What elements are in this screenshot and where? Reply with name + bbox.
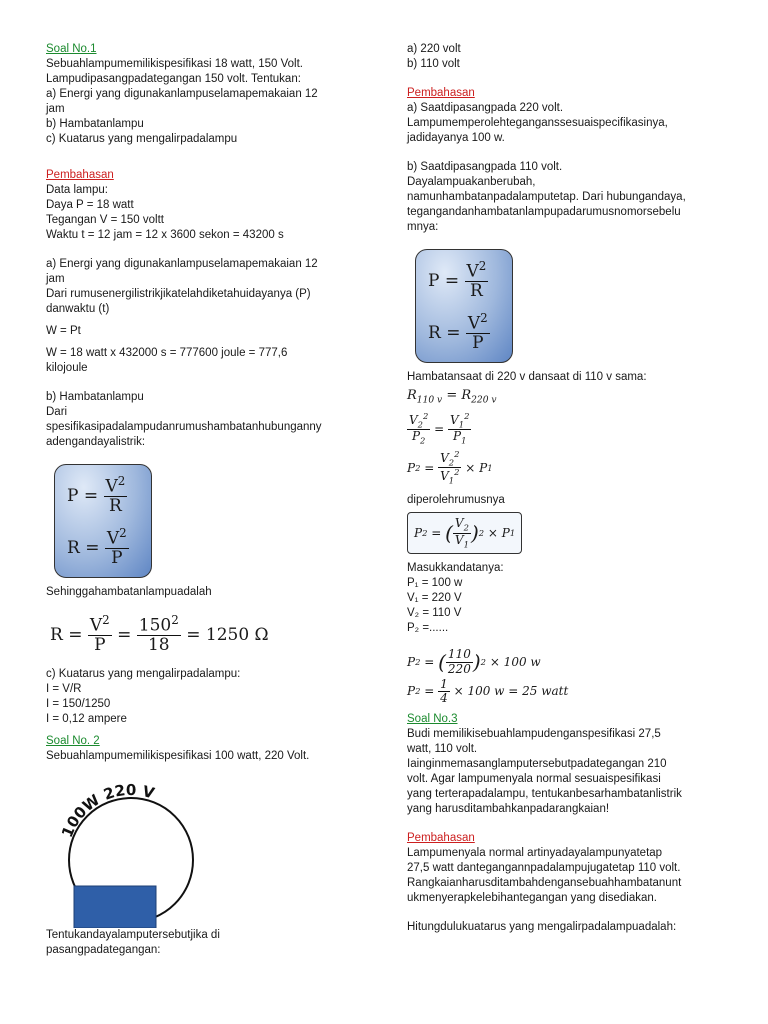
data-line: Tegangan V = 150 voltt — [46, 214, 164, 226]
data-line: Waktu t = 12 jam = 12 x 3600 sekon = 43200 s — [46, 229, 284, 241]
b-line: Dayalampuakanberubah, — [407, 176, 536, 188]
soal-2-line: Sebuahlampumemilikispesifikasi 100 watt, 220 Volt. — [46, 750, 310, 763]
formula-v: V — [105, 476, 118, 497]
diperoleh-text: diperolehrumusnya — [407, 494, 505, 507]
a-line: a) Saatdipasangpada 220 volt. — [407, 102, 564, 114]
data-line: P₂ =...... — [407, 622, 449, 635]
calc-den: 220 — [447, 661, 471, 676]
a-line: jadidayanya 100 w. — [407, 132, 505, 144]
right-column — [407, 42, 725, 935]
formula-exp: 2 — [478, 259, 487, 273]
hambatan-line: spesifikasipadalampudanrumushambatanhubunganny — [46, 421, 322, 433]
energi-line: danwaktu (t) — [46, 303, 110, 315]
tentukan-line: pasangpadategangan: — [46, 944, 161, 957]
r-exp: 2 — [171, 613, 179, 627]
formula-exp: 2 — [480, 311, 488, 325]
hambatan-line: adengandayalistrik: — [46, 436, 146, 448]
w-formula: W = Pt — [46, 325, 81, 337]
pembahasan-3-line: ukmenyerapkelebihantegangan yang disediakan. — [407, 892, 657, 905]
soal-2-title: Soal No. 2 — [46, 735, 100, 748]
bulb-base-icon — [74, 886, 156, 928]
arus-line: I = V/R — [46, 683, 82, 696]
formula-box-left: P = $\frac{V^2}{R}$ R = $\frac{V^2}{P}$ — [54, 464, 152, 578]
calc-num: 110 — [447, 647, 471, 662]
pembahasan-3-title: Pembahasan — [407, 832, 475, 845]
r-result: 1250 Ω — [205, 624, 269, 645]
formula-r: R — [109, 496, 122, 517]
option-b: b) 110 volt — [407, 58, 460, 70]
r-equality: $R_{110 v} = R_{220 v}$ — [407, 388, 497, 406]
hambatan-line: Dari — [46, 406, 68, 418]
soal-1-line: Sebuahlampumemilikispesifikasi 18 watt, 150 Volt. — [46, 58, 303, 70]
soal-3-line: Budi memilikisebuahlampudenganspesifikasi 27,5 — [407, 728, 661, 741]
data-line: Daya P = 18 watt — [46, 199, 134, 211]
calc-result: × 100 w = 25 watt — [453, 684, 569, 699]
hambatan-sama-text: Hambatansaat di 220 v dansaat di 110 v sama: — [407, 371, 647, 383]
soal-1-line: Lampudipasangpadategangan 150 volt. Tentukan: — [46, 73, 301, 85]
arus-line: I = 150/1250 — [46, 698, 111, 711]
r-calculation: R = $\frac{V^2}{P}$ = $\frac{150^2}{18}$ = 1250 Ω — [50, 613, 269, 656]
w-result: kilojoule — [46, 362, 88, 374]
calc-quarter-den: 4 — [440, 690, 448, 705]
data-line: V₂ = 110 V — [407, 607, 462, 620]
p2-calc: P 2 = ( $\frac{110}{220}$ ) 2 × 100 w — [407, 647, 541, 676]
soal-1-line: jam — [46, 103, 65, 115]
hambatan-line: b) Hambatanlampu — [46, 391, 144, 403]
b-line: tegangandanhambatanlampupadarumusnomorsebelu — [407, 206, 681, 218]
r-p: P — [94, 635, 106, 656]
calc-mult: × 100 w — [489, 655, 541, 670]
pembahasan-1-title: Pembahasan — [46, 169, 114, 181]
formula-p: P — [472, 333, 484, 354]
p2-equation: P 2 = $\frac{V_2^2}{V_1^2}$ × P 1 — [407, 448, 493, 486]
r-v: V — [89, 615, 103, 636]
soal-3-line: watt, 110 volt. — [407, 743, 478, 756]
soal-3-line: yang harusditambahkanpadarangkaian! — [407, 803, 610, 816]
masukkan-text: Masukkandatanya: — [407, 562, 504, 575]
r-den: 18 — [147, 635, 170, 656]
energi-line: jam — [46, 273, 65, 285]
r-lhs: R — [50, 624, 63, 645]
formula-box-right: P = $\frac{V^2}{R}$ R = $\frac{V^2}{P}$ — [415, 249, 513, 363]
pembahasan-2-title: Pembahasan — [407, 87, 475, 99]
data-line: Data lampu: — [46, 184, 109, 196]
a-line: Lampumemperolehteganganssesuaispecifikasinya, — [407, 117, 668, 129]
soal-1-line: b) Hambatanlampu — [46, 118, 144, 130]
calc-quarter-num: 1 — [440, 676, 448, 691]
energi-line: Dari rumusenergilistrikjikatelahdiketahuidayanya (P) — [46, 288, 311, 300]
soal-3-line: yang terterapadalampu, tentukanbesarhambatanlistrik — [407, 788, 682, 801]
w-result: W = 18 watt x 432000 s = 777600 joule = 777,6 — [46, 347, 288, 359]
bulb-label: 100W 220 V — [57, 781, 157, 841]
p2-formula-box: P 2 = ( $\frac{V_2}{V_1}$ ) 2 × P 1 — [407, 512, 522, 554]
sehingga-text: Sehinggahambatanlampuadalah — [46, 586, 212, 598]
b-line: mnya: — [407, 221, 439, 233]
formula-v: V — [106, 528, 120, 549]
formula-p: P — [67, 485, 79, 506]
formula-p: P — [428, 270, 440, 291]
soal-1-line: a) Energi yang digunakanlampuselamapemakaian 12 — [46, 88, 318, 100]
formula-p: P — [111, 548, 123, 569]
soal-1-title: Soal No.1 — [46, 43, 97, 55]
energi-line: a) Energi yang digunakanlampuselamapemakaian 12 — [46, 258, 318, 270]
soal-3-title: Soal No.3 — [407, 713, 458, 726]
pembahasan-3-line: 27,5 watt dantegangannpadalampujugatetap 110 volt. — [407, 862, 681, 875]
formula-r: R — [470, 281, 483, 302]
soal-1-line: c) Kuatarus yang mengalirpadalampu — [46, 133, 238, 145]
formula-exp: 2 — [119, 526, 127, 540]
option-a: a) 220 volt — [407, 43, 461, 55]
soal-3-line: Iainginmemasanglamputersebutpadategangan 210 — [407, 758, 667, 771]
formula-exp: 2 — [117, 474, 126, 488]
arus-line: c) Kuatarus yang mengalirpadalampu: — [46, 668, 241, 681]
data-line: V₁ = 220 V — [407, 592, 462, 605]
formula-v: V — [467, 313, 481, 334]
ratio-equation: $\frac{V_2^2}{P_2}$ = $\frac{V_1^2}{P_1}$ — [409, 410, 470, 446]
arus-line: I = 0,12 ampere — [46, 713, 127, 726]
r-exp: 2 — [102, 613, 110, 627]
lamp-diagram — [46, 778, 216, 928]
pembahasan-3-line: Rangkaianharusditambahdengansebuahhambatanunt — [407, 877, 682, 890]
b-line: b) Saatdipasangpada 110 volt. — [407, 161, 563, 173]
tentukan-line: Tentukandayalamputersebutjika di — [46, 929, 220, 942]
b-line: namunhambatanpadalamputetap. Dari hubungandaya, — [407, 191, 686, 203]
formula-r: R — [67, 537, 80, 558]
soal-3-line: volt. Agar lampumenyala normal sesuaispesifikasi — [407, 773, 661, 786]
formula-v: V — [466, 261, 479, 282]
p2-result: P 2 = $\frac{1}{4}$ × 100 w = 25 watt — [407, 676, 569, 705]
pembahasan-3-line: Lampumenyala normal artinyadayalampunyatetap — [407, 847, 663, 860]
hitung-text: Hitungdulukuatarus yang mengalirpadalampuadalah: — [407, 921, 677, 934]
r-num: 150 — [138, 615, 172, 636]
left-column — [46, 42, 364, 958]
formula-r: R — [428, 322, 441, 343]
data-line: P₁ = 100 w — [407, 577, 463, 590]
